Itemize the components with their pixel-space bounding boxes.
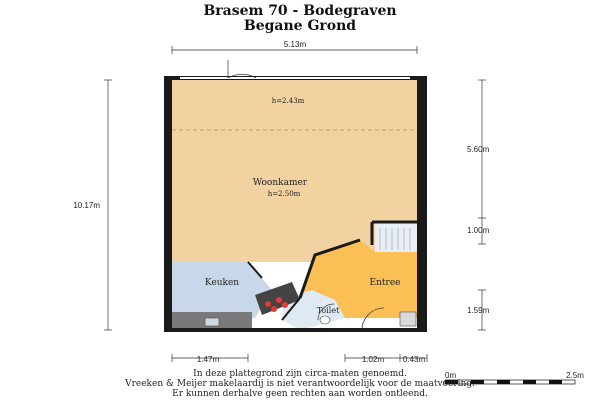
- stair-area: [375, 222, 420, 252]
- plan-subtitle: Begane Grond: [243, 18, 357, 34]
- dimension-height-left: 10.17m: [73, 201, 100, 210]
- meter-cupboard: [400, 312, 416, 326]
- footer-note-3: Er kunnen derhalve geen rechten aan worden ontleend.: [172, 389, 428, 399]
- burner-icon: [276, 297, 282, 303]
- room-label-toilet: Toilet: [316, 306, 340, 315]
- dimension-bottom-left: 1.47m: [196, 355, 220, 364]
- dimension-bottom-right: 0.43m: [402, 355, 426, 364]
- burner-icon: [282, 302, 288, 308]
- dimension-right-middle: 1.00m: [467, 226, 490, 235]
- ceiling-height-label: h=2.43m: [271, 97, 305, 105]
- burner-icon: [265, 301, 271, 307]
- room-label-keuken: Keuken: [204, 278, 240, 288]
- keuken-area: [172, 262, 272, 318]
- dimension-right-bottom: 1.59m: [467, 306, 490, 315]
- wall-bottom: [164, 328, 427, 332]
- dimension-right-top: 5.60m: [467, 145, 490, 154]
- footer-note-2: Vreeken & Meijer makelaardij is niet verantwoordelijk voor de maatvoering.: [125, 379, 475, 389]
- wall-right: [417, 76, 427, 332]
- toilet-icon: [320, 316, 330, 324]
- wall-left: [164, 76, 172, 332]
- scale-start: 0m: [445, 371, 457, 380]
- room-height-woonkamer: h=2.50m: [267, 190, 301, 198]
- burner-icon: [271, 306, 277, 312]
- scale-end: 2.5m: [566, 371, 584, 380]
- room-label-entree: Entree: [369, 278, 401, 288]
- footer-note-1: In deze plattegrond zijn circa-maten genoemd.: [193, 369, 407, 379]
- plan-title: Brasem 70 - Bodegraven: [203, 3, 397, 19]
- kitchen-sink-icon: [205, 318, 219, 326]
- dimension-width-top: 5.13m: [283, 40, 307, 49]
- window-top: [180, 77, 410, 79]
- room-label-woonkamer: Woonkamer: [252, 178, 308, 188]
- dimension-bottom-middle: 1.02m: [361, 355, 385, 364]
